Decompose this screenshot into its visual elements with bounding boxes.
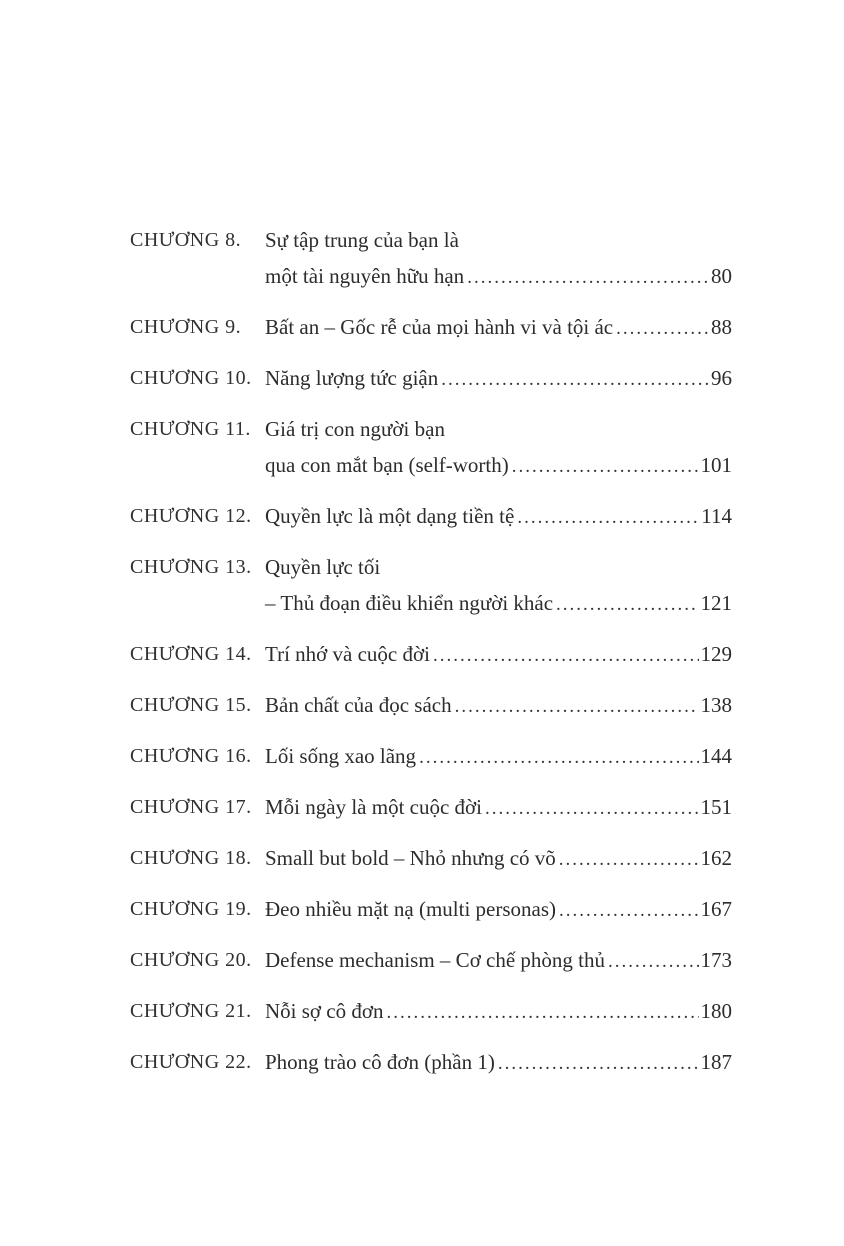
chapter-title-block	[265, 498, 732, 536]
chapter-title-block	[265, 891, 732, 929]
chapter-label: CHƯƠNG 16.	[130, 745, 252, 767]
toc-entry	[130, 840, 732, 878]
dot-leader	[386, 993, 698, 1031]
page-number: 101	[700, 453, 732, 477]
dot-leader	[559, 840, 699, 878]
dot-leader	[616, 309, 709, 347]
chapter-title-text: Mỗi ngày là một cuộc đời	[265, 795, 482, 819]
toc-line	[265, 258, 732, 296]
dot-leader	[517, 498, 699, 536]
chapter-title-text: – Thủ đoạn điều khiển người khác	[265, 591, 554, 615]
chapter-label: CHƯƠNG 8.	[130, 229, 242, 251]
chapter-title-block	[265, 549, 732, 623]
chapter-title-block	[265, 993, 732, 1031]
toc-entry	[130, 942, 732, 980]
chapter-label: CHƯƠNG 17.	[130, 796, 252, 818]
toc-line	[265, 585, 732, 623]
chapter-title-text: Đeo nhiều mặt nạ (multi personas)	[265, 897, 557, 921]
chapter-title-text: Trí nhớ và cuộc đời	[265, 642, 430, 666]
page-number: 162	[700, 846, 732, 870]
chapter-title-block	[265, 840, 732, 878]
chapter-title-block	[265, 411, 732, 485]
chapter-label: CHƯƠNG 22.	[130, 1051, 252, 1073]
chapter-label: CHƯƠNG 14.	[130, 643, 252, 665]
page-number: 121	[700, 591, 732, 615]
page-number: 88	[711, 315, 732, 339]
toc-line	[265, 840, 732, 878]
page-number: 180	[700, 999, 732, 1023]
dot-leader	[559, 891, 698, 929]
dot-leader	[419, 738, 698, 776]
dot-leader	[498, 1044, 699, 1082]
toc-entry	[130, 498, 732, 536]
toc-entry	[130, 993, 732, 1031]
chapter-title-block	[265, 636, 732, 674]
dot-leader	[441, 360, 709, 398]
chapter-title-block	[265, 789, 732, 827]
toc-entry	[130, 687, 732, 725]
toc-entry	[130, 309, 732, 347]
toc-line	[265, 360, 732, 398]
dot-leader	[556, 585, 698, 623]
toc-line	[265, 447, 732, 485]
page-number: 80	[711, 264, 732, 288]
toc-line	[265, 222, 732, 258]
chapter-title-block	[265, 222, 732, 296]
chapter-title-text: Sự tập trung của bạn là	[265, 228, 459, 252]
dot-leader	[455, 687, 699, 725]
chapter-title-block	[265, 360, 732, 398]
chapter-title-block	[265, 687, 732, 725]
toc-line	[265, 498, 732, 536]
chapter-title-text: Bất an – Gốc rễ của mọi hành vi và tội ác	[265, 315, 614, 339]
toc-entry	[130, 549, 732, 623]
page-number: 173	[700, 948, 732, 972]
chapter-title-block	[265, 309, 732, 347]
chapter-label: CHƯƠNG 19.	[130, 898, 252, 920]
page-number: 138	[700, 693, 732, 717]
toc-line	[265, 993, 732, 1031]
chapter-label: CHƯƠNG 20.	[130, 949, 252, 971]
toc-line	[265, 738, 732, 776]
page-number: 129	[700, 642, 732, 666]
chapter-label: CHƯƠNG 11.	[130, 418, 251, 440]
chapter-title-block	[265, 738, 732, 776]
chapter-title-text: Giá trị con người bạn	[265, 417, 445, 441]
page-number: 187	[700, 1050, 732, 1074]
toc-line	[265, 1044, 732, 1082]
chapter-label: CHƯƠNG 21.	[130, 1000, 252, 1022]
dot-leader	[433, 636, 699, 674]
page-number: 151	[700, 795, 732, 819]
chapter-title-text: một tài nguyên hữu hạn	[265, 264, 465, 288]
toc-line	[265, 411, 732, 447]
toc-line	[265, 891, 732, 929]
dot-leader	[467, 258, 709, 296]
chapter-title-text: Lối sống xao lãng	[265, 744, 417, 768]
toc-line	[265, 942, 732, 980]
toc-entry	[130, 636, 732, 674]
chapter-label: CHƯƠNG 15.	[130, 694, 252, 716]
chapter-label: CHƯƠNG 13.	[130, 556, 252, 578]
toc-entry	[130, 1044, 732, 1082]
chapter-title-text: Quyền lực tối	[265, 555, 381, 579]
chapter-title-text: Nỗi sợ cô đơn	[265, 999, 384, 1023]
toc-entry	[130, 789, 732, 827]
chapter-title-text: Quyền lực là một dạng tiền tệ	[265, 504, 515, 528]
toc-line	[265, 789, 732, 827]
chapter-label: CHƯƠNG 18.	[130, 847, 252, 869]
chapter-title-text: Phong trào cô đơn (phần 1)	[265, 1050, 495, 1074]
chapter-title-text: Defense mechanism – Cơ chế phòng thủ	[265, 948, 606, 972]
toc-list	[130, 222, 732, 1082]
chapter-label: CHƯƠNG 9.	[130, 316, 242, 338]
toc-line	[265, 687, 732, 725]
page-number: 96	[711, 366, 732, 390]
toc-entry	[130, 411, 732, 485]
dot-leader	[608, 942, 698, 980]
toc-entry	[130, 891, 732, 929]
toc-line	[265, 309, 732, 347]
chapter-title-text: Small but bold – Nhỏ nhưng có võ	[265, 846, 556, 870]
chapter-title-text: Bản chất của đọc sách	[265, 693, 452, 717]
chapter-label: CHƯƠNG 10.	[130, 367, 252, 389]
toc-line	[265, 636, 732, 674]
toc-entry	[130, 360, 732, 398]
dot-leader	[485, 789, 699, 827]
toc-entry	[130, 738, 732, 776]
chapter-title-block	[265, 1044, 732, 1082]
page-number: 144	[700, 744, 732, 768]
chapter-title-block	[265, 942, 732, 980]
chapter-label: CHƯƠNG 12.	[130, 505, 252, 527]
toc-entry	[130, 222, 732, 296]
dot-leader	[512, 447, 699, 485]
chapter-title-text: Năng lượng tức giận	[265, 366, 439, 390]
page-number: 114	[701, 504, 732, 528]
toc-line	[265, 549, 732, 585]
chapter-title-text: qua con mắt bạn (self-worth)	[265, 453, 509, 477]
page-number: 167	[700, 897, 732, 921]
